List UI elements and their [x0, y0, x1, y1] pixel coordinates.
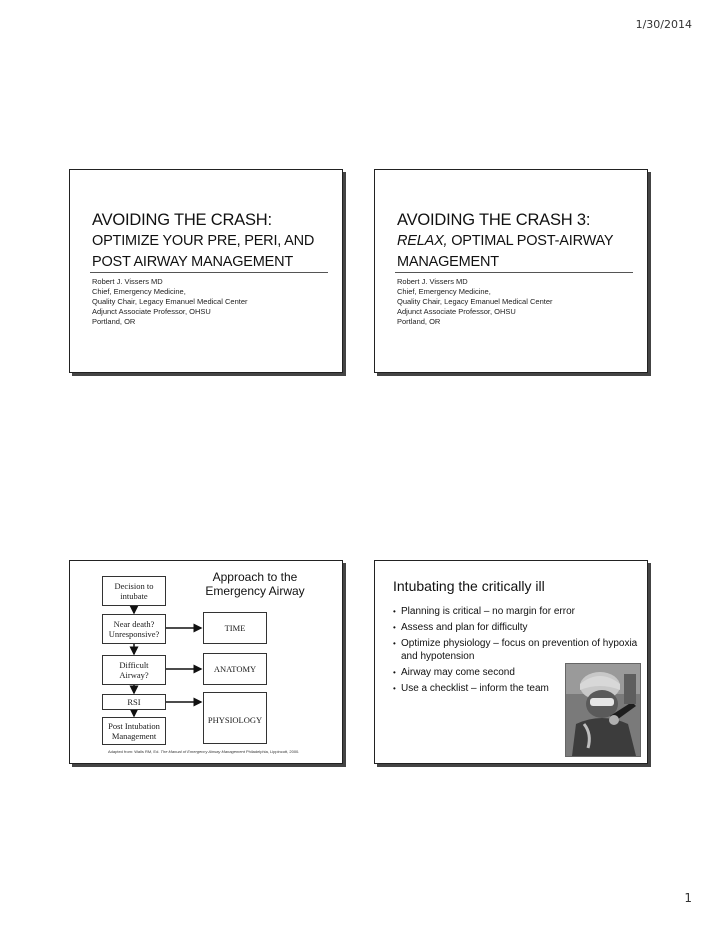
- bullet-item: • Airway may come second: [393, 666, 643, 679]
- slide-2-title-line-3: MANAGEMENT: [397, 254, 499, 270]
- box-anatomy: ANATOMY: [203, 653, 267, 685]
- citation: [108, 749, 299, 754]
- box-text: Unresponsive?: [108, 629, 160, 639]
- bullet-item: • Planning is critical – no margin for error: [393, 605, 643, 618]
- slide-3-title-line-1: Approach to the: [212, 570, 298, 584]
- intubation-photo-illustration: [566, 664, 640, 756]
- box-rsi: RSI: [102, 694, 166, 710]
- intubation-photo: [565, 663, 641, 757]
- credit-line: Portland, OR: [92, 317, 136, 326]
- title-divider: [395, 272, 633, 273]
- credit-line: Chief, Emergency Medicine,: [92, 287, 186, 296]
- slide-1-title-line-2: OPTIMIZE YOUR PRE, PERI, AND: [92, 233, 315, 249]
- box-text: intubate: [120, 591, 148, 601]
- box-text: Post Intubation: [108, 720, 160, 731]
- box-text: Decision to: [114, 580, 154, 591]
- box-near-death: [102, 614, 166, 644]
- credit-line: Quality Chair, Legacy Emanuel Medical Center: [397, 297, 553, 306]
- credit-line: Robert J. Vissers MD: [92, 277, 163, 286]
- box-text: Difficult: [119, 659, 149, 670]
- credit-line: Adjunct Associate Professor, OHSU: [397, 307, 516, 316]
- page-number: 1: [684, 891, 692, 905]
- slide-4-title: Intubating the critically ill: [393, 578, 545, 594]
- box-time: TIME: [203, 612, 267, 644]
- slide-2-title: [397, 210, 647, 273]
- box-physiology: PHYSIOLOGY: [203, 692, 267, 744]
- box-text: Airway?: [119, 670, 149, 680]
- credit-line: Quality Chair, Legacy Emanuel Medical Center: [92, 297, 248, 306]
- box-text: Management: [111, 731, 157, 741]
- relax-emphasis: RELAX,: [397, 233, 448, 249]
- slide-1-credits: [92, 277, 248, 327]
- slide-1-title-line-1: AVOIDING THE CRASH:: [92, 211, 272, 229]
- bullet-item: • Use a checklist – inform the team: [393, 682, 643, 695]
- slide-1-title: [92, 210, 342, 273]
- slide-2-title-line-1: AVOIDING THE CRASH 3:: [397, 211, 591, 229]
- credit-line: Robert J. Vissers MD: [397, 277, 468, 286]
- credit-line: Chief, Emergency Medicine,: [397, 287, 491, 296]
- box-difficult-airway: [102, 655, 166, 685]
- slide-3-title-line-2: Emergency Airway: [205, 584, 305, 598]
- citation-prefix: Adapted from: Walls RM, Ed.: [108, 749, 161, 754]
- credit-line: Adjunct Associate Professor, OHSU: [92, 307, 211, 316]
- slide-4: [374, 560, 648, 764]
- slide-1: [69, 169, 343, 373]
- slide-3: [69, 560, 343, 764]
- title-line-2-rest: OPTIMAL POST-AIRWAY: [447, 233, 614, 249]
- document-date: 1/30/2014: [635, 18, 692, 31]
- citation-suffix: Philadelphia, Lippincott, 2000.: [244, 749, 300, 754]
- slide-2-credits: [397, 277, 553, 327]
- box-text: Near death?: [113, 618, 155, 629]
- slide-2: [374, 169, 648, 373]
- box-decision-to-intubate: [102, 576, 166, 606]
- box-post-intubation: [102, 717, 166, 745]
- bullet-item: • Optimize physiology – focus on prevention of hypoxia and hypotension: [393, 637, 643, 663]
- slide-2-title-line-2: [397, 231, 647, 252]
- bullet-item: • Assess and plan for difficulty: [393, 621, 643, 634]
- credit-line: Portland, OR: [397, 317, 441, 326]
- citation-title: The Manual of Emergency Airway Management: [160, 749, 245, 754]
- slide-1-title-line-3: POST AIRWAY MANAGEMENT: [92, 254, 294, 270]
- title-divider: [90, 272, 328, 273]
- slide-3-title: [200, 570, 310, 598]
